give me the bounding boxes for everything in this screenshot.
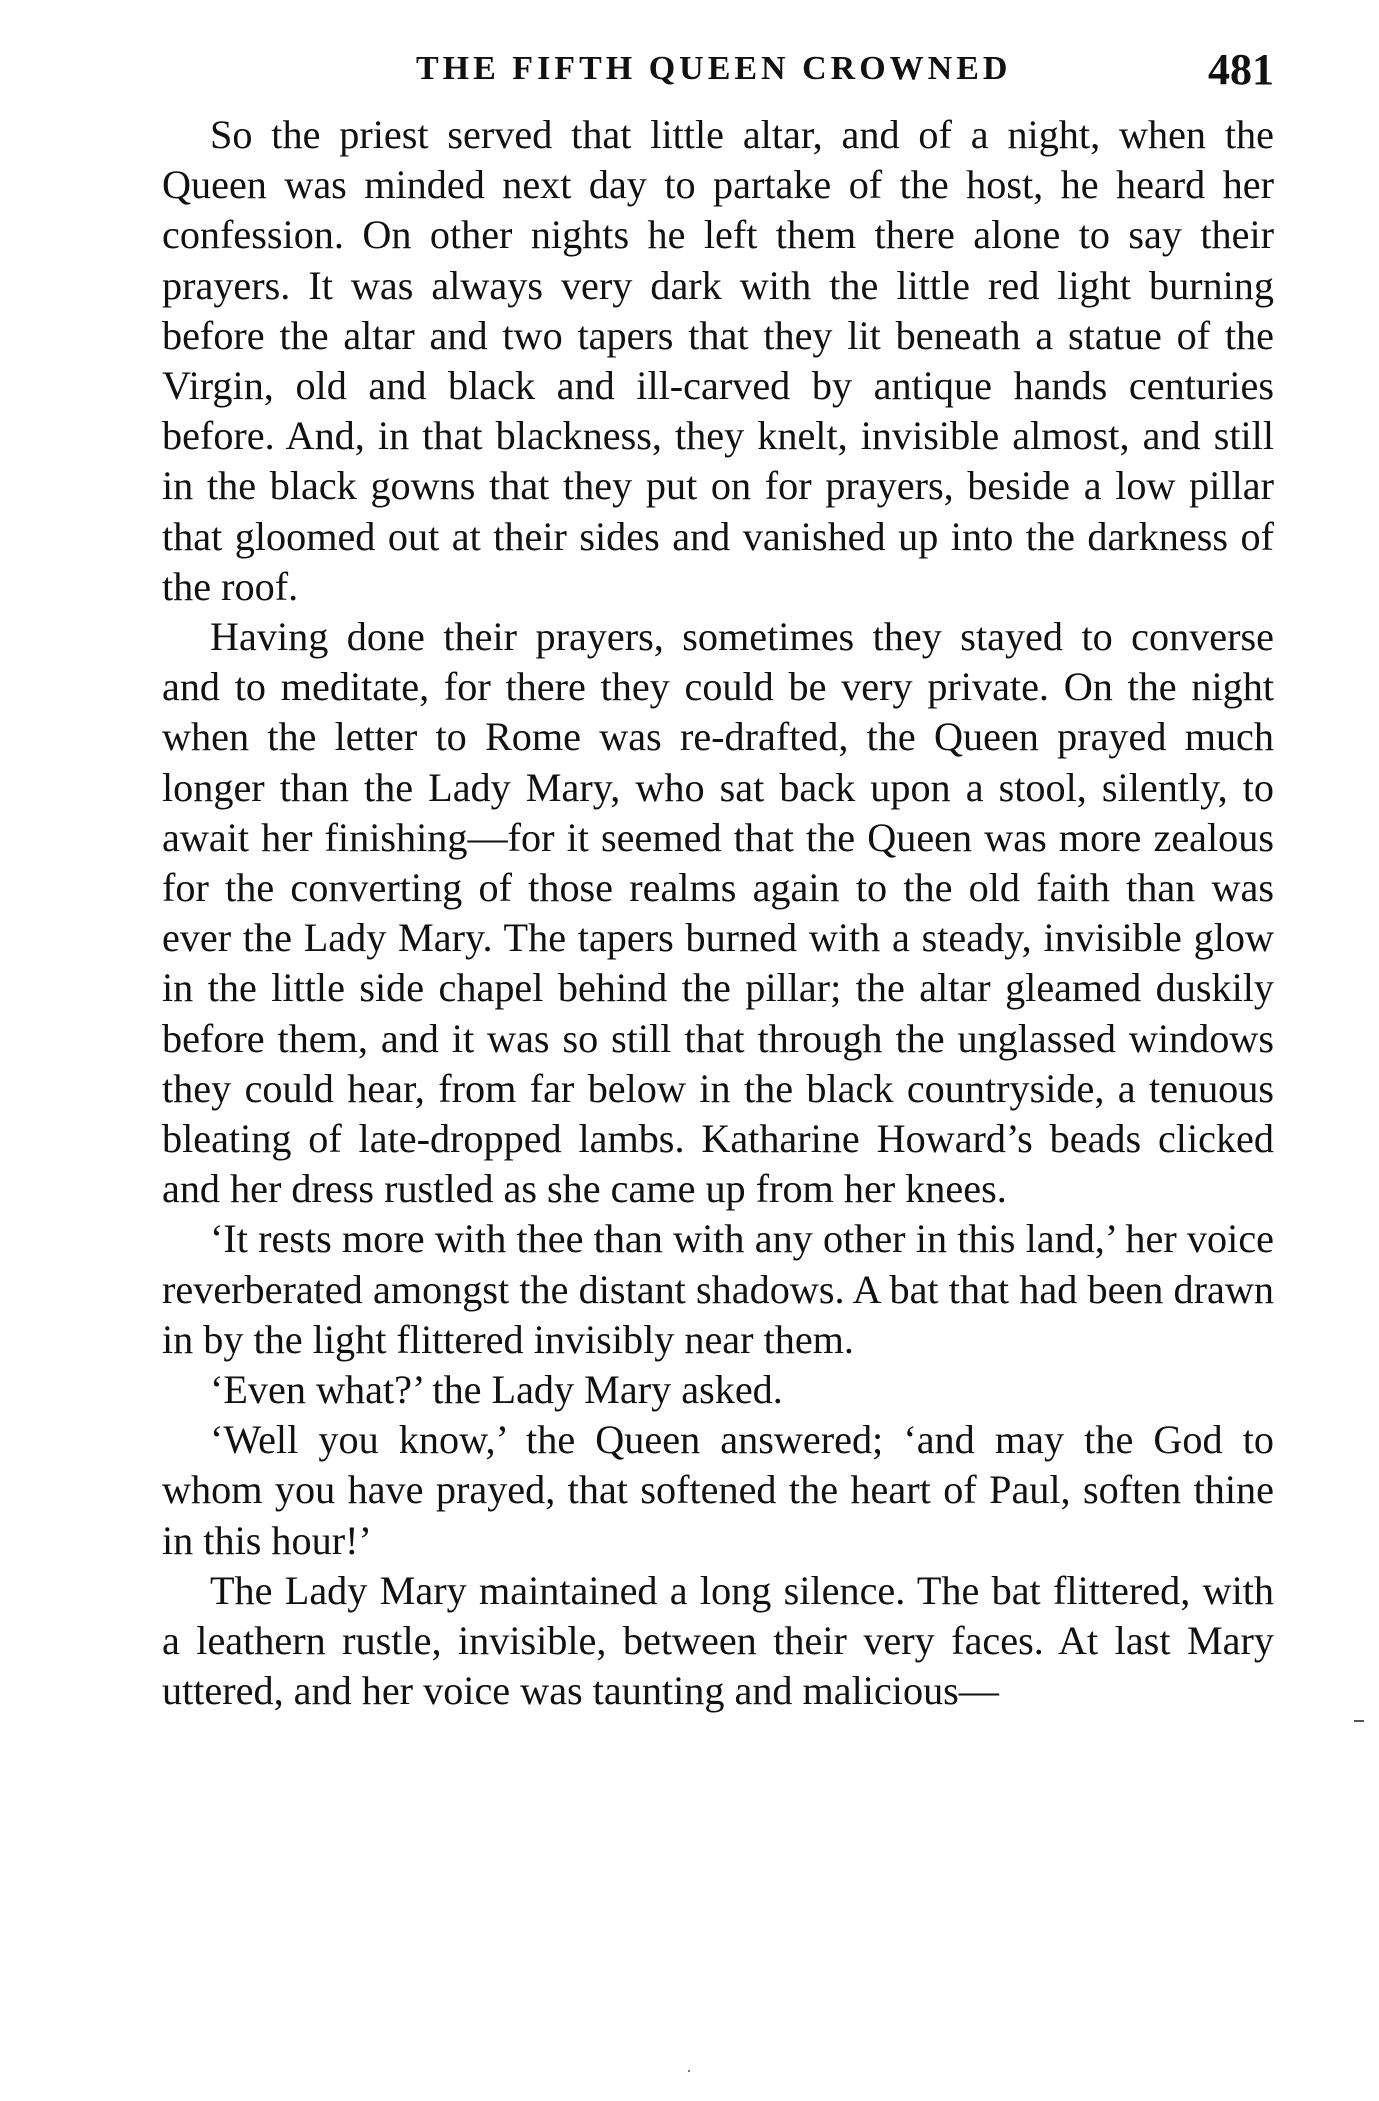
scan-artifact-dot bbox=[688, 2070, 690, 2072]
paragraph-5: ‘Well you know,’ the Queen answered; ‘and may the God to whom you have prayed, that softened the heart of Paul, soften thine in this hour!’ bbox=[162, 1417, 1274, 1563]
running-title: THE FIFTH QUEEN CROWNED bbox=[416, 50, 1012, 87]
body-text bbox=[162, 110, 1274, 1717]
paragraph-2: Having done their prayers, sometimes they stayed to converse and to meditate, for there they could be very private. On the night when the letter to Rome was re-drafted, the Queen prayed much longer than the Lady Mary, who sat back upon a stool, silently, to await her finishing—for it seemed that the Queen was more zealous for the converting of those realms again to the old faith than was ever the Lady Mary. The tapers burned with a steady, invisible glow in the little side chapel behind the pillar; the altar gleamed duskily before them, and it was so still that through the unglassed windows they could hear, from far below in the black countryside, a tenuous bleating of late-dropped lambs. Katharine Howard’s beads clicked and her dress rustled as she came up from her knees. bbox=[162, 614, 1274, 1212]
paragraph-3: ‘It rests more with thee than with any other in this land,’ her voice reverberated amongst the distant shadows. A bat that had been drawn in by the light flittered invisibly near them. bbox=[162, 1216, 1274, 1362]
paragraph-6: The Lady Mary maintained a long silence. The bat flittered, with a leathern rustle, invisible, between their very faces. At last Mary uttered, and her voice was taunting and malicious— bbox=[162, 1567, 1274, 1714]
paragraph-4: ‘Even what?’ the Lady Mary asked. bbox=[210, 1367, 783, 1413]
paragraph-1: So the priest served that little altar, and of a night, when the Queen was minded next day to partake of the host, he heard her confession. On other nights he left them there alone to say their prayers. It was always very dark with the little red light burning before the altar and two tapers that they lit beneath a statue of the Virgin, old and black and ill-carved by antique hands centuries before. And, in that blackness, they knelt, invisible almost, and still in the black gowns that they put on for prayers, beside a low pillar that gloomed out at their sides and vanished up into the darkness of the roof. bbox=[162, 112, 1274, 609]
page-number: 481 bbox=[1208, 45, 1274, 94]
running-head bbox=[162, 42, 1274, 102]
scan-artifact-dash bbox=[1354, 1720, 1364, 1722]
